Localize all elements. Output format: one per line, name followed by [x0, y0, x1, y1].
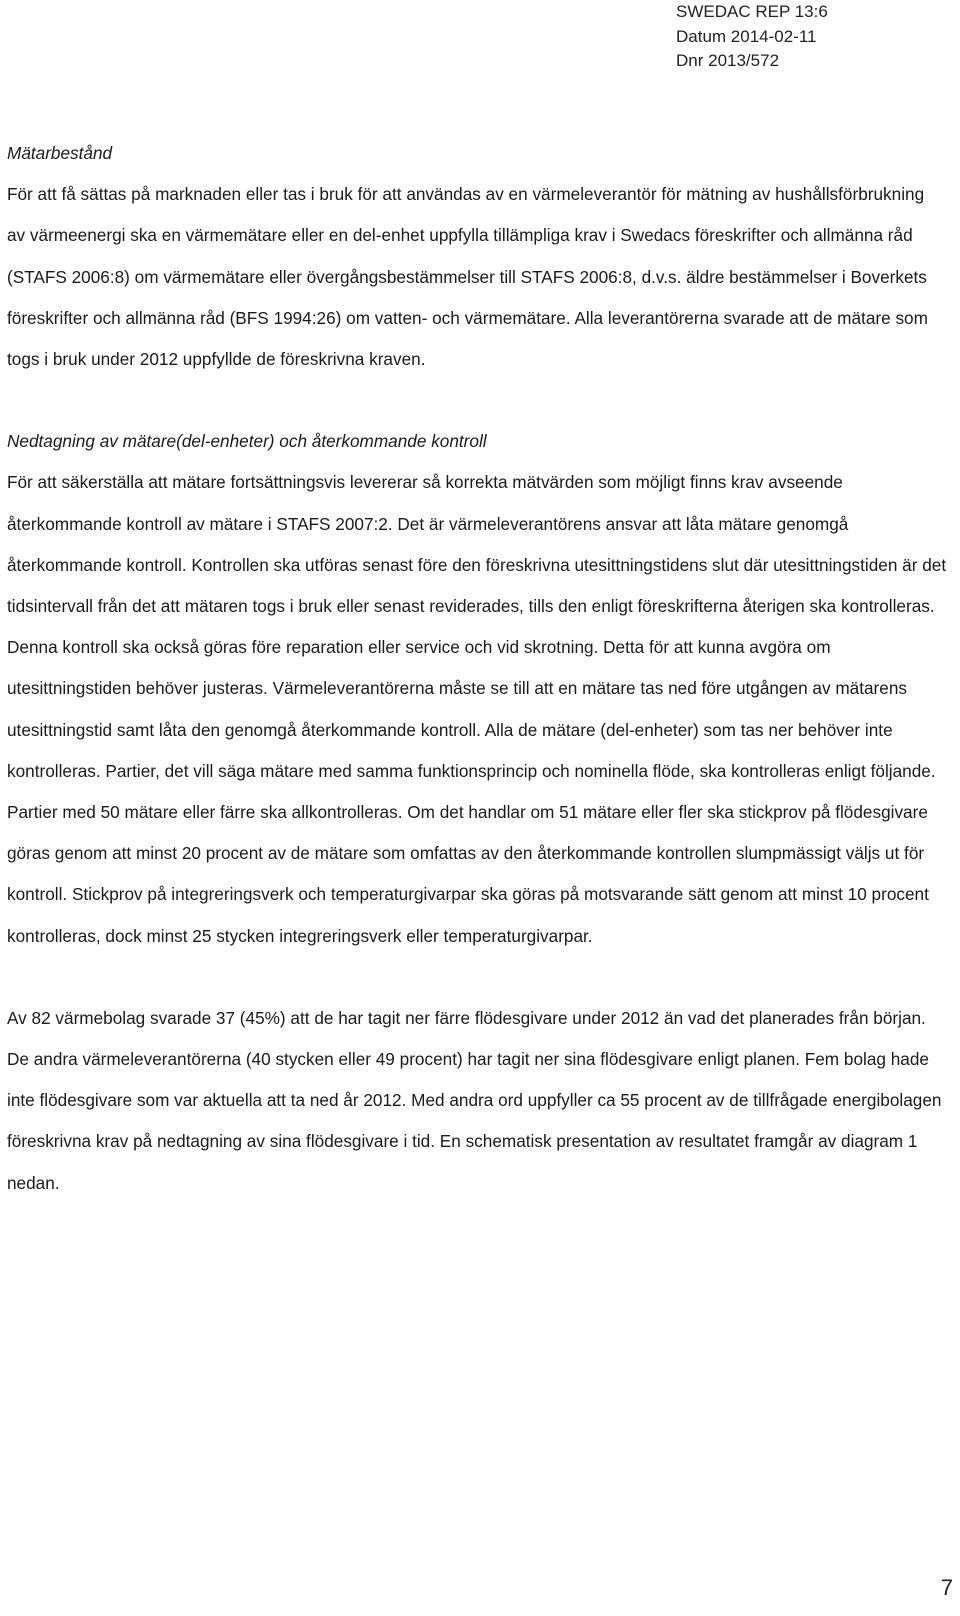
report-id: SWEDAC REP 13:6: [676, 2, 828, 21]
document-dnr: Dnr 2013/572: [676, 51, 780, 70]
section-spacer: [7, 380, 947, 421]
section-heading-nedtagning: Nedtagning av mätare(del-enheter) och återkommande kontroll: [7, 431, 487, 452]
document-header: [676, 0, 956, 74]
section-paragraph-matarbestand: För att få sättas på marknaden eller tas i bruk för att användas av en värmeleverantör för mätning av hushållsförbrukning av värmeenergi ska en värmemätare eller en del-enhet uppfylla tillämpliga krav i Swedacs föreskrifter och allmänna råd (STAFS 2006:8) om värmemätare eller övergångsbestämmelser till STAFS 2006:8, d.v.s. äldre bestämmelser i Boverkets föreskrifter och allmänna råd (BFS 1994:26) om vatten- och värmemätare. Alla leverantörerna svarade att de mätare som togs i bruk under 2012 uppfyllde de föreskrivna kraven.: [7, 184, 928, 370]
page-number: 7: [940, 1575, 953, 1600]
section-spacer: [7, 957, 947, 998]
document-body: [7, 133, 947, 1204]
section-heading-matarbestand: Mätarbestånd: [7, 143, 113, 163]
section-paragraph-resultat: Av 82 värmebolag svarade 37 (45%) att de har tagit ner färre flödesgivare under 2012 än vad det planerades från början. De andra värmeleverantörerna (40 stycken eller 49 procent) har tagit ner sina flödesgivare enligt planen. Fem bolag hade inte flödesgivare som var aktuella att ta ned år 2012. Med andra ord uppfyller ca 55 procent av de tillfrågade energibolagen föreskrivna krav på nedtagning av sina flödesgivare i tid. En schematisk presentation av resultatet framgår av diagram 1 nedan.: [7, 1007, 942, 1193]
section-paragraph-nedtagning: För att säkerställa att mätare fortsättningsvis levererar så korrekta mätvärden som möjligt finns krav avseende återkommande kontroll av mätare i STAFS 2007:2. Det är värmeleverantörens ansvar att låta mätare genomgå återkommande kontroll. Kontrollen ska utföras senast före den föreskrivna utesittningstidens slut där utesittningstiden är det tidsintervall från det att mätaren togs i bruk eller senast reviderades, tills den enligt föreskrifterna återigen ska kontrolleras. Denna kontroll ska också göras före reparation eller service och vid skrotning. Detta för att kunna avgöra om utesittningstiden behöver justeras. Värmeleverantörerna måste se till att en mätare tas ned före utgången av mätarens utesittningstid samt låta den genomgå återkommande kontroll. Alla de mätare (del-enheter) som tas ner behöver inte kontrolleras. Partier, det vill säga mätare med samma funktionsprincip och nominella flöde, ska kontrolleras enligt följande. Partier med 50 mätare eller färre ska allkontrolleras. Om det handlar om 51 mätare eller fler ska stickprov på flödesgivare göras genom att minst 20 procent av de mätare som omfattas av den återkommande kontrollen slumpmässigt väljs ut för kontroll. Stickprov på integreringsverk och temperaturgivarpar ska göras på motsvarande sätt genom att minst 10 procent kontrolleras, dock minst 25 stycken integreringsverk eller temperaturgivarpar.: [7, 472, 947, 946]
document-date: Datum 2014-02-11: [676, 26, 817, 46]
